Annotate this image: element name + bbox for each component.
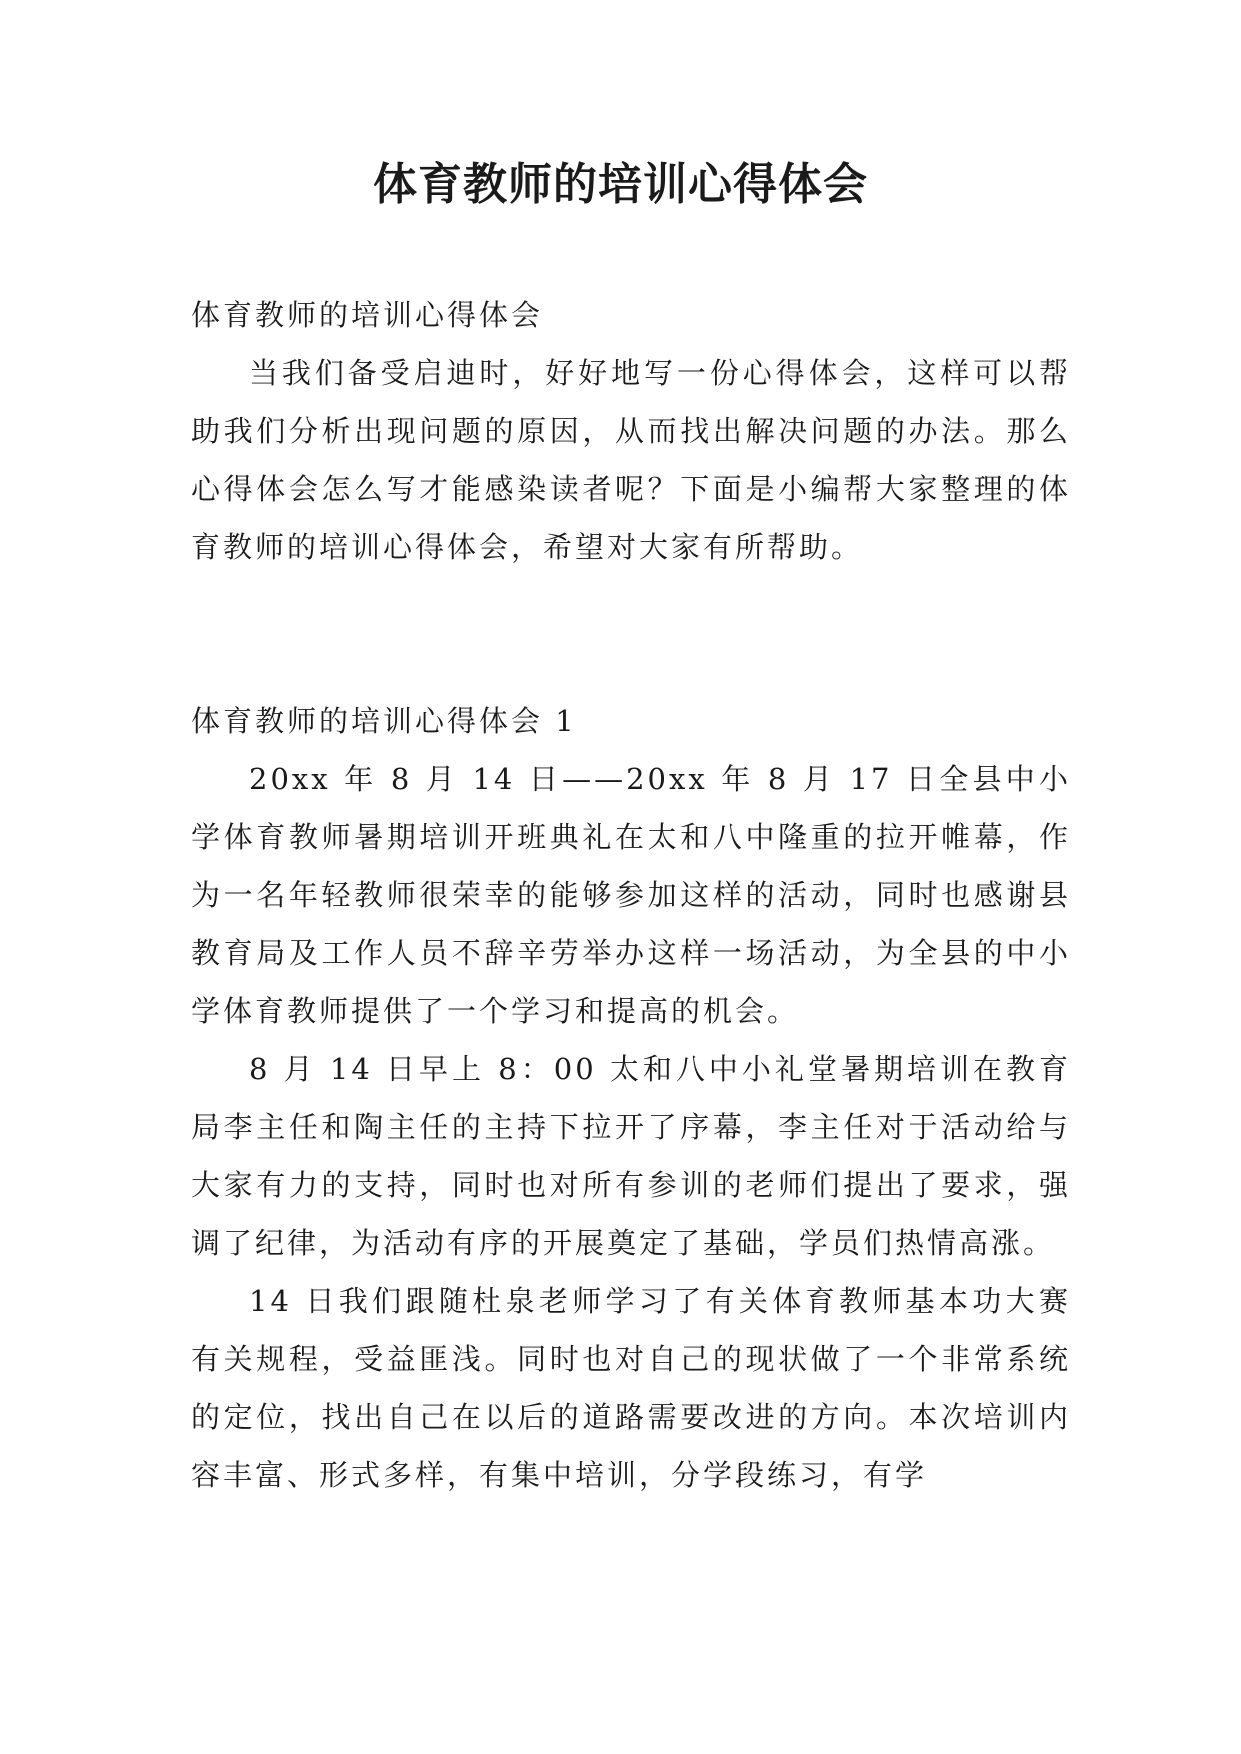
section-1-paragraph-3: 14 日我们跟随杜泉老师学习了有关体育教师基本功大赛有关规程，受益匪浅。同时也对自己的现状做了一个非常系统的定位，找出自己在以后的道路需要改进的方向。本次培训内容丰富、形式多样，有集中培训，分学段练习，有学 — [191, 1284, 1071, 1492]
document-title: 体育教师的培训心得体会 — [373, 159, 868, 210]
intro-paragraph: 当我们备受启迪时，好好地写一份心得体会，这样可以帮助我们分析出现问题的原因，从而找出解决问题的办法。那么心得体会怎么写才能感染读者呢？下面是小编帮大家整理的体育教师的培训心得体会，希望对大家有所帮助。 — [191, 356, 1071, 564]
intro-heading: 体育教师的培训心得体会 — [191, 298, 544, 332]
section-1-paragraph-1: 20xx 年 8 月 14 日——20xx 年 8 月 17 日全县中小学体育教师暑期培训开班典礼在太和八中隆重的拉开帷幕，作为一名年轻教师很荣幸的能够参加这样的活动，同时也感谢县教育局及工作人员不辞辛劳举办这样一场活动，为全县的中小学体育教师提供了一个学习和提高的机会。 — [191, 762, 1071, 1028]
section-1-heading: 体育教师的培训心得体会 1 — [191, 704, 577, 738]
section-1-paragraph-2: 8 月 14 日早上 8：00 太和八中小礼堂暑期培训在教育局李主任和陶主任的主持下拉开了序幕，李主任对于活动给与大家有力的支持，同时也对所有参训的老师们提出了要求，强调了纪律，为活动有序的开展奠定了基础，学员们热情高涨。 — [191, 1052, 1071, 1260]
section-spacer — [191, 576, 1071, 692]
document-body — [191, 286, 1071, 1504]
